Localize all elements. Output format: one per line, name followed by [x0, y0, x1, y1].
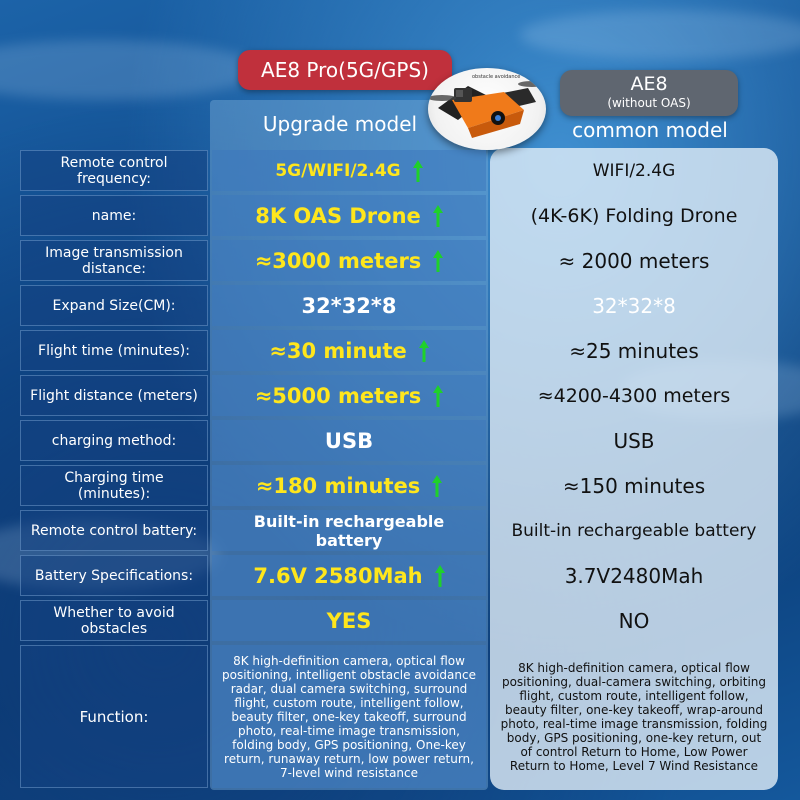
std-value: ≈ 2000 meters — [558, 248, 710, 273]
pro-value: 5G/WIFI/2.4G — [275, 160, 401, 181]
spec-label: Flight time (minutes): — [20, 330, 208, 371]
water-wave — [520, 10, 800, 60]
drone-icon — [428, 68, 546, 150]
spec-row — [20, 598, 778, 643]
pro-value: 8K OAS Drone — [255, 203, 421, 228]
spec-row — [20, 283, 778, 328]
std-value: Built-in rechargeable battery — [511, 520, 757, 541]
spec-label: Flight distance (meters) — [20, 375, 208, 416]
std-value: (4K-6K) Folding Drone — [530, 204, 738, 227]
std-value: ≈25 minutes — [569, 338, 699, 363]
up-arrow-icon — [419, 340, 429, 362]
pro-value-cell — [212, 420, 486, 461]
spec-row — [20, 148, 778, 193]
spec-row — [20, 553, 778, 598]
std-value: ≈4200-4300 meters — [537, 384, 731, 407]
up-arrow-icon — [413, 160, 423, 182]
std-value: USB — [613, 428, 655, 453]
spec-row — [20, 328, 778, 373]
up-arrow-icon — [433, 205, 443, 227]
spec-row — [20, 463, 778, 508]
std-value: NO — [618, 608, 650, 633]
pro-value: ≈30 minute — [269, 338, 407, 363]
spec-row — [20, 238, 778, 283]
pro-value: USB — [324, 428, 374, 453]
pro-value-cell — [212, 555, 486, 596]
spec-label: Expand Size(CM): — [20, 285, 208, 326]
spec-label: Charging time (minutes): — [20, 465, 208, 506]
pro-value: ≈5000 meters — [254, 383, 422, 408]
pro-value: ≈3000 meters — [254, 248, 422, 273]
spec-label: Battery Specifications: — [20, 555, 208, 596]
up-arrow-icon — [432, 475, 442, 497]
std-model-subtitle: (without OAS) — [607, 96, 691, 110]
std-value: 3.7V2480Mah — [564, 563, 704, 588]
pro-value-cell — [212, 285, 486, 326]
spec-label: Image transmission distance: — [20, 240, 208, 281]
std-column-label: common model — [572, 118, 728, 142]
pro-value: 7.6V 2580Mah — [253, 563, 423, 588]
image-caption: obstacle avoidance — [472, 74, 521, 80]
std-value: 8K high-definition camera, optical flow positioning, dual-camera switching, orbiting flight, custom route, intelligent follow, beauty filter, one-key takeoff, wrap-around photo, real-time image transmission, folding body, GPS positioning, one-key return, out of control Return to Home, Low Power Return to Home, Level 7 Wind Resistance — [500, 660, 768, 773]
up-arrow-icon — [433, 250, 443, 272]
pro-value-cell — [212, 240, 486, 281]
spec-row — [20, 193, 778, 238]
spec-row — [20, 373, 778, 418]
spec-row — [20, 418, 778, 463]
pro-value-cell — [212, 645, 486, 788]
up-arrow-icon — [433, 385, 443, 407]
std-model-name: AE8 — [630, 73, 668, 95]
pro-value-cell — [212, 465, 486, 506]
spec-label: Remote control battery: — [20, 510, 208, 551]
up-arrow-icon — [435, 565, 445, 587]
spec-label: charging method: — [20, 420, 208, 461]
std-value: 32*32*8 — [592, 293, 676, 318]
pro-value: YES — [326, 608, 372, 633]
pro-value-cell — [212, 600, 486, 641]
pro-value-cell — [212, 195, 486, 236]
std-value: ≈150 minutes — [562, 473, 706, 498]
std-model-badge — [560, 70, 738, 116]
spec-row — [20, 643, 778, 790]
pro-value: Built-in rechargeable battery — [253, 511, 445, 550]
pro-value: 32*32*8 — [301, 293, 397, 318]
pro-value-cell — [212, 150, 486, 191]
spec-label: Whether to avoid obstacles — [20, 600, 208, 641]
pro-value-cell — [212, 375, 486, 416]
pro-value-cell — [212, 330, 486, 371]
drone-image — [428, 68, 546, 150]
water-wave — [0, 40, 260, 100]
spec-label: Remote control frequency: — [20, 150, 208, 191]
std-value: WIFI/2.4G — [592, 160, 676, 181]
pro-value-cell — [212, 510, 486, 551]
pro-value: ≈180 minutes — [255, 473, 421, 498]
pro-column-label: Upgrade model — [262, 112, 418, 136]
spec-label: Function: — [20, 645, 208, 788]
spec-label: name: — [20, 195, 208, 236]
pro-value: 8K high-definition camera, optical flow positioning, intelligent obstacle avoidance radar, dual camera switching, surround flight, custom route, intelligent follow, beauty filter, one-key takeoff, surround photo, real-time image transmission, folding body, GPS positioning, One-key return, runaway return, low power return, 7-level wind resistance — [222, 653, 476, 780]
pro-model-badge: AE8 Pro(5G/GPS) — [238, 50, 452, 90]
spec-row — [20, 508, 778, 553]
